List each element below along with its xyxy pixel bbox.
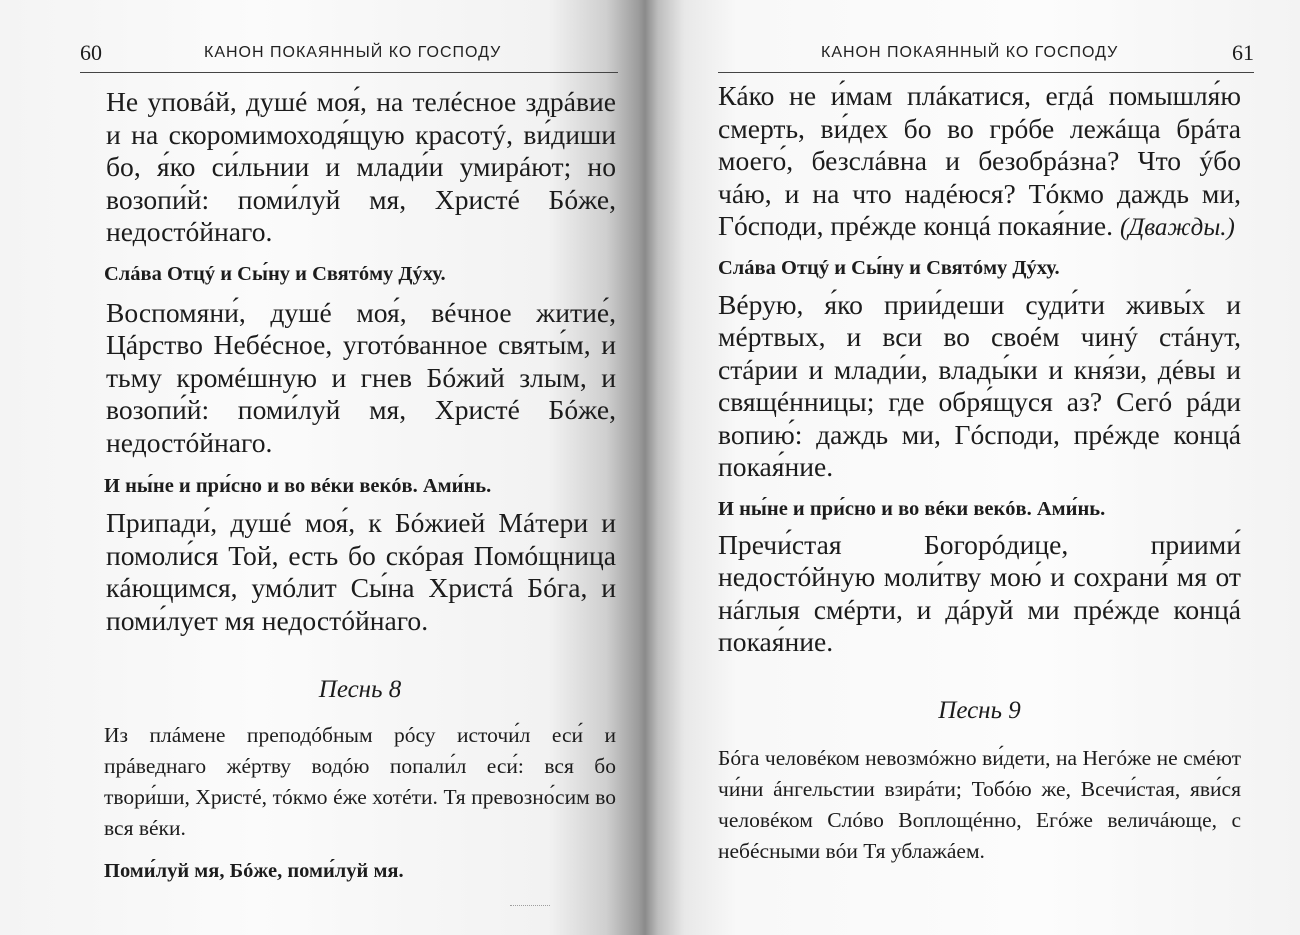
left-paragraph-1: Не уповáй, душé моя́, на телéсное здрáвие и на скоромимоходя́щую красотý, ви́диши бо, я́ко си́льнии и млади́и умирáют; но возопи́й: поми́луй мя, Христé Бóже, недостóйнаго. [106,86,616,247]
right-page-content [718,0,1254,867]
page-smudge [510,905,550,912]
right-header-title: КАНОН ПОКАЯННЫЙ КО ГОСПОДУ [821,44,1119,61]
left-page [0,0,645,935]
left-header-title: КАНОН ПОКАЯННЫЙ КО ГОСПОДУ [204,44,502,61]
right-paragraph-2: Вéрую, я́ко прии́деши суди́ти живы́х и мéртвых, и вси во своéм чинý стáнут, стáрии и млади́и, влады́ки и кня́зи, дéвы и свящéнницы; где обря́щуся аз? Сегó рáди вопию́: даждь ми, Гóсподи, прéжде концá покая́ние. [718,288,1241,482]
left-running-header [80,32,618,73]
right-refrain-now: И ны́не и при́сно и во вéки векóв. Ами́нь. [718,497,1106,520]
right-paragraph-3: Пречи́стая Богорóдице, приими́ недостóйную моли́тву мою́ и сохрани́ мя от нáглыя смéрти, и дáруй ми прéжде концá покая́ние. [718,528,1241,657]
right-irmos: Бóга человéком невозмóжно ви́дети, на Негóже не смéют чи́ни áнгельстии взирáти; Тобóю же, Всечи́стая, яви́ся человéком Слóво Воплощéнно, Егóже величáюще, с небéсными вóи Тя ублажáем. [718,745,1241,863]
left-paragraph-2: Воспомяни́, душé моя́, вéчное житие́, Цáрство Небéсное, уготóванное святы́м, и тьму кромéшную и гнев Бóжий злым, и возопи́й: поми́луй мя, Христé Бóже, недостóйнаго. [106,296,616,458]
right-paragraph-1 [718,80,1241,245]
right-song-title: Песнь 9 [938,696,1021,724]
right-paragraph-1-note: (Дважды.) [1120,214,1235,241]
right-running-header [718,32,1254,73]
left-irmos: Из плáмене преподóбным рóсу источи́л еси́ и прáведнаго жéртву водóю попали́л еси́: вся бо твори́ши, Христé, тóкмо éже хотéти. Тя превозно́сим во вся вéки. [104,723,616,840]
right-paragraph-1-text: Кáко не и́мам плáкатися, егдá помышля́ю смерть, ви́дех бо во грóбе лежáща брáта моего́, безслáвна и безобрáзна? Что ýбо чáю, и на что надéюся? Тóкмо даждь ми, Гóсподи, прéжде концá покая́ние. [718,80,1241,241]
right-page [645,0,1300,935]
left-refrain-mercy: Поми́луй мя, Бóже, поми́луй мя. [104,860,404,882]
left-page-number: 60 [80,40,102,65]
right-page-number: 61 [1232,40,1254,65]
left-song-title: Песнь 8 [318,676,402,703]
left-paragraph-3: Припади́, душé моя́, к Бóжией Мáтери и помоли́ся Той, есть бо скóрая Помóщница кáющимся, умóлит Сы́на Христá Бóга, и поми́лует мя недостóйнаго. [106,507,616,636]
left-refrain-glory: Слáва Отцý и Сы́ну и Святóму Дýху. [104,262,446,285]
left-page-content [80,0,616,884]
left-refrain-now: И ны́не и при́сно и во вéки векóв. Ами́нь. [104,475,492,497]
right-refrain-glory: Слáва Отцý и Сы́ну и Святóму Дýху. [718,256,1060,279]
